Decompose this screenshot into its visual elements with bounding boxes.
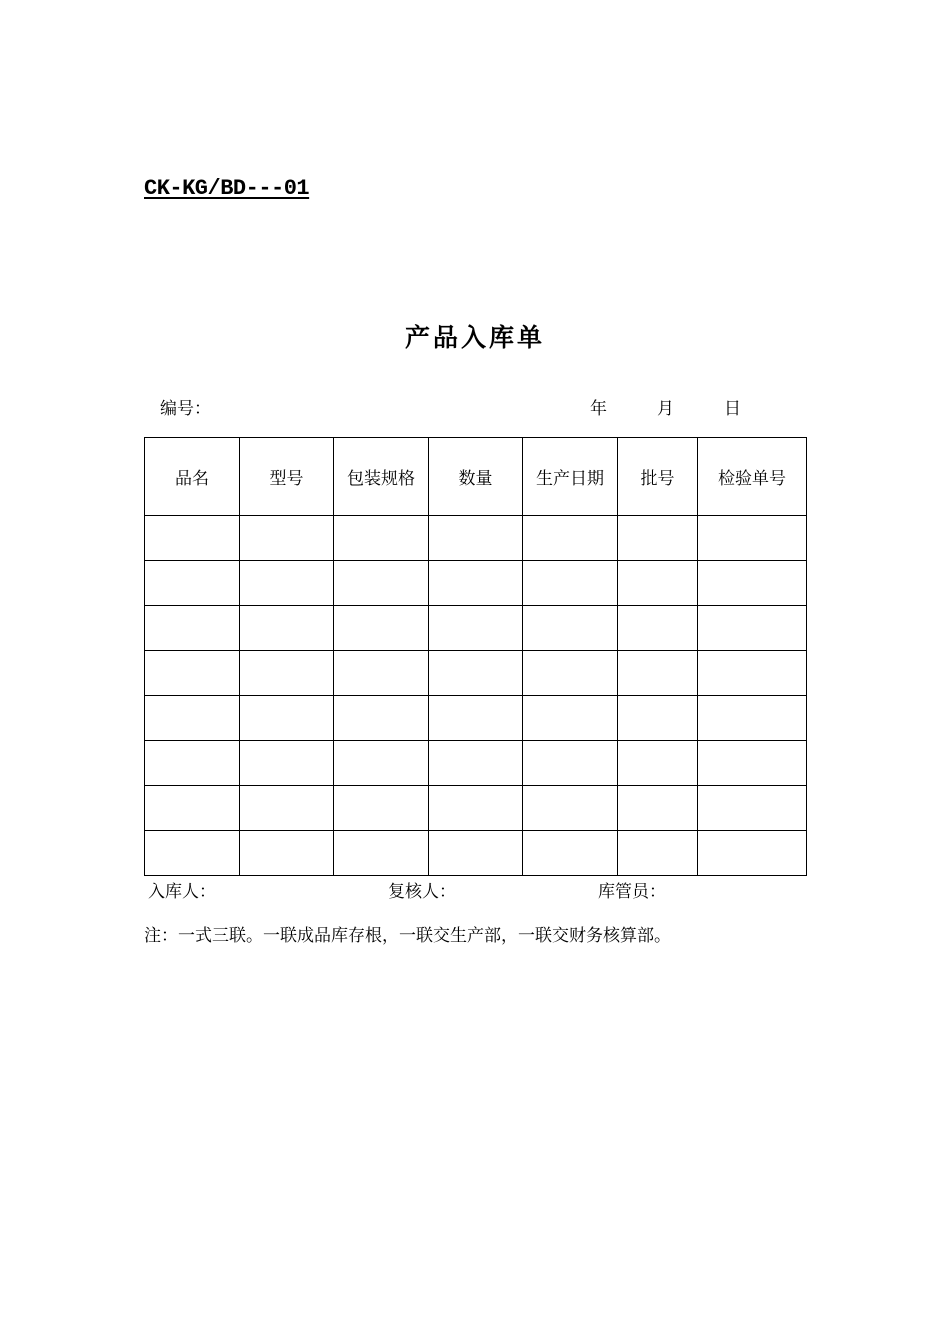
table-cell[interactable]: [618, 831, 698, 876]
table-cell[interactable]: [618, 696, 698, 741]
table-cell[interactable]: [523, 651, 618, 696]
table-cell[interactable]: [429, 831, 523, 876]
inbound-person-label: 入库人：: [148, 882, 216, 902]
table-cell[interactable]: [618, 741, 698, 786]
table-cell[interactable]: [523, 831, 618, 876]
table-cell[interactable]: [618, 606, 698, 651]
warehouse-keeper-label: 库管员：: [598, 882, 666, 902]
table-cell[interactable]: [698, 786, 807, 831]
table-cell[interactable]: [618, 561, 698, 606]
table-row: [145, 696, 807, 741]
table-cell[interactable]: [145, 831, 240, 876]
table-cell[interactable]: [698, 651, 807, 696]
table-cell[interactable]: [334, 831, 429, 876]
table-cell[interactable]: [145, 651, 240, 696]
header-production-date: 生产日期: [523, 438, 618, 516]
header-model: 型号: [240, 438, 334, 516]
table-cell[interactable]: [334, 516, 429, 561]
date-day-label: 日: [724, 399, 741, 419]
header-product-name: 品名: [145, 438, 240, 516]
table-cell[interactable]: [523, 606, 618, 651]
header-quantity: 数量: [429, 438, 523, 516]
table-cell[interactable]: [429, 786, 523, 831]
table-cell[interactable]: [523, 516, 618, 561]
table-cell[interactable]: [145, 516, 240, 561]
table-cell[interactable]: [334, 741, 429, 786]
table-row: [145, 561, 807, 606]
table-cell[interactable]: [618, 516, 698, 561]
date-year-label: 年: [590, 399, 607, 419]
number-label: 编号：: [160, 399, 211, 419]
document-code: CK-KG/BD---01: [144, 176, 310, 201]
table-cell[interactable]: [523, 561, 618, 606]
table-cell[interactable]: [240, 786, 334, 831]
table-cell[interactable]: [429, 741, 523, 786]
table-cell[interactable]: [523, 696, 618, 741]
table-cell[interactable]: [523, 741, 618, 786]
table-cell[interactable]: [429, 561, 523, 606]
table-cell[interactable]: [429, 606, 523, 651]
table-cell[interactable]: [240, 831, 334, 876]
table-cell[interactable]: [698, 696, 807, 741]
table-header-row: [145, 438, 807, 516]
table-cell[interactable]: [334, 651, 429, 696]
table-cell[interactable]: [240, 516, 334, 561]
page-title: 产品入库单: [404, 323, 545, 352]
header-package-spec: 包装规格: [334, 438, 429, 516]
table-cell[interactable]: [698, 741, 807, 786]
table-cell[interactable]: [523, 786, 618, 831]
table-cell[interactable]: [240, 651, 334, 696]
footnote: 注：一式三联。一联成品库存根，一联交生产部，一联交财务核算部。: [144, 926, 671, 946]
table-row: [145, 651, 807, 696]
table-body: [145, 516, 807, 876]
table-row: [145, 786, 807, 831]
table-row: [145, 516, 807, 561]
table-cell[interactable]: [240, 561, 334, 606]
table-cell[interactable]: [698, 516, 807, 561]
table-cell[interactable]: [698, 606, 807, 651]
table-cell[interactable]: [429, 516, 523, 561]
table-row: [145, 606, 807, 651]
table-cell[interactable]: [334, 606, 429, 651]
table-cell[interactable]: [334, 561, 429, 606]
table-cell[interactable]: [698, 561, 807, 606]
table-cell[interactable]: [429, 651, 523, 696]
table-cell[interactable]: [698, 831, 807, 876]
reviewer-label: 复核人：: [388, 882, 456, 902]
table-cell[interactable]: [145, 741, 240, 786]
header-inspection-number: 检验单号: [698, 438, 807, 516]
date-month-label: 月: [657, 399, 674, 419]
table-row: [145, 741, 807, 786]
table-cell[interactable]: [429, 696, 523, 741]
table-cell[interactable]: [145, 786, 240, 831]
inbound-table: [144, 437, 807, 876]
table-cell[interactable]: [145, 561, 240, 606]
table-cell[interactable]: [618, 651, 698, 696]
table-cell[interactable]: [240, 741, 334, 786]
table-row: [145, 831, 807, 876]
table-cell[interactable]: [240, 696, 334, 741]
table-cell[interactable]: [334, 786, 429, 831]
table-cell[interactable]: [240, 606, 334, 651]
table-cell[interactable]: [145, 696, 240, 741]
header-batch-number: 批号: [618, 438, 698, 516]
table-cell[interactable]: [334, 696, 429, 741]
table-cell[interactable]: [618, 786, 698, 831]
table-cell[interactable]: [145, 606, 240, 651]
